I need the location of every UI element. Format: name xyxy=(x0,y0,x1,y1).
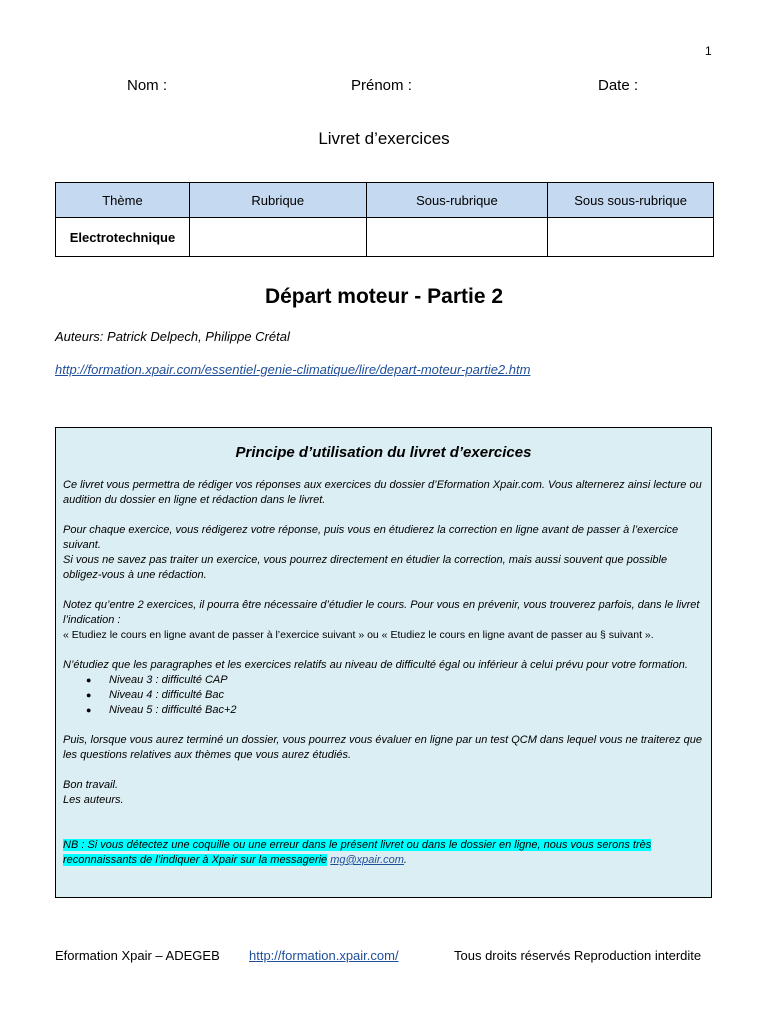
list-item xyxy=(63,688,703,703)
header-sous-rubrique: Sous-rubrique xyxy=(366,183,548,218)
header-sous-sous-rubrique: Sous sous-rubrique xyxy=(548,183,714,218)
bullet-icon: ● xyxy=(86,690,92,700)
signature xyxy=(63,778,703,808)
header-theme: Thème xyxy=(56,183,190,218)
paragraph-method-line1: Pour chaque exercice, vous rédigerez votre réponse, puis vous en étudierez la correction en ligne avant de passer à l’exercice suivant. xyxy=(63,524,679,551)
level-5-text: Niveau 5 : difficulté Bac+2 xyxy=(109,704,237,716)
signature-line2: Les auteurs. xyxy=(63,794,124,806)
instructions-title: Principe d’utilisation du livret d’exercices xyxy=(235,444,532,461)
header-rubrique: Rubrique xyxy=(189,183,366,218)
list-item xyxy=(63,703,703,718)
page-number: 1 xyxy=(705,44,712,58)
paragraph-qcm: Puis, lorsque vous aurez terminé un dossier, vous pourrez vous évaluer en ligne par un test QCM dans lequel vous ne traiterez que les questions relatives aux thèmes que vous aurez étudiés. xyxy=(63,734,702,761)
authors-line: Auteurs: Patrick Delpech, Philippe Crétal xyxy=(55,329,290,344)
cell-sous-rubrique xyxy=(366,218,548,257)
nota-bene-end: . xyxy=(403,854,407,866)
livret-title: Livret d’exercices xyxy=(318,129,450,148)
paragraph-method-line2: Si vous ne savez pas traiter un exercice, vous pourrez directement en étudier la correction, mais aussi souvent que possible obligez-vous à une rédaction. xyxy=(63,554,668,581)
paragraph-niveaux: N’étudiez que les paragraphes et les exercices relatifs au niveau de difficulté égal ou inférieur à celui prévu pour votre formation. xyxy=(63,659,688,671)
dossier-link[interactable]: http://formation.xpair.com/essentiel-genie-climatique/lire/depart-moteur-partie2.htm xyxy=(55,362,531,377)
list-item xyxy=(63,673,703,688)
prenom-label: Prénom : xyxy=(351,77,412,94)
paragraph-cours-quote: « Etudiez le cours en ligne avant de passer à l’exercice suivant » ou « Etudiez le cours en ligne avant de passer au § suivant ». xyxy=(63,629,654,641)
signature-line1: Bon travail. xyxy=(63,779,119,791)
cell-theme: Electrotechnique xyxy=(56,218,190,257)
instructions-box xyxy=(55,427,712,898)
instructions-text xyxy=(63,478,703,883)
contact-email-link[interactable]: mg@xpair.com xyxy=(330,854,404,866)
classification-table xyxy=(55,182,714,257)
level-4-text: Niveau 4 : difficulté Bac xyxy=(109,689,224,701)
level-3-text: Niveau 3 : difficulté CAP xyxy=(109,674,228,686)
paragraph-cours xyxy=(63,598,703,643)
date-label: Date : xyxy=(598,77,639,94)
cell-rubrique xyxy=(189,218,366,257)
document-title: Départ moteur - Partie 2 xyxy=(264,285,504,308)
footer-right: Tous droits réservés Reproduction interdite xyxy=(454,948,702,963)
levels-list xyxy=(63,673,703,718)
footer-link[interactable]: http://formation.xpair.com/ xyxy=(249,948,399,963)
footer-left: Eformation Xpair – ADEGEB xyxy=(55,948,220,963)
table-row xyxy=(56,218,714,257)
table-header-row xyxy=(56,183,714,218)
nota-bene-text: NB : Si vous détectez une coquille ou une erreur dans le présent livret ou dans le dossier en ligne, nous vous serons très reconnaissants de l’indiquer à Xpair sur la messagerie xyxy=(63,839,652,866)
bullet-icon: ● xyxy=(86,675,92,685)
paragraph-method xyxy=(63,523,703,583)
cell-sous-sous-rubrique xyxy=(548,218,714,257)
paragraph-intro: Ce livret vous permettra de rédiger vos réponses aux exercices du dossier d’Eformation Xpair.com. Vous alternerez ainsi lecture ou audition du dossier en ligne et rédaction dans le livret. xyxy=(63,479,702,506)
nota-bene xyxy=(63,838,703,868)
paragraph-cours-text: Notez qu’entre 2 exercices, il pourra être nécessaire d’étudier le cours. Pour vous en prévenir, vous trouverez parfois, dans le livret l’indication : xyxy=(63,599,700,626)
bullet-icon: ● xyxy=(86,705,92,715)
nom-label: Nom : xyxy=(127,77,168,94)
